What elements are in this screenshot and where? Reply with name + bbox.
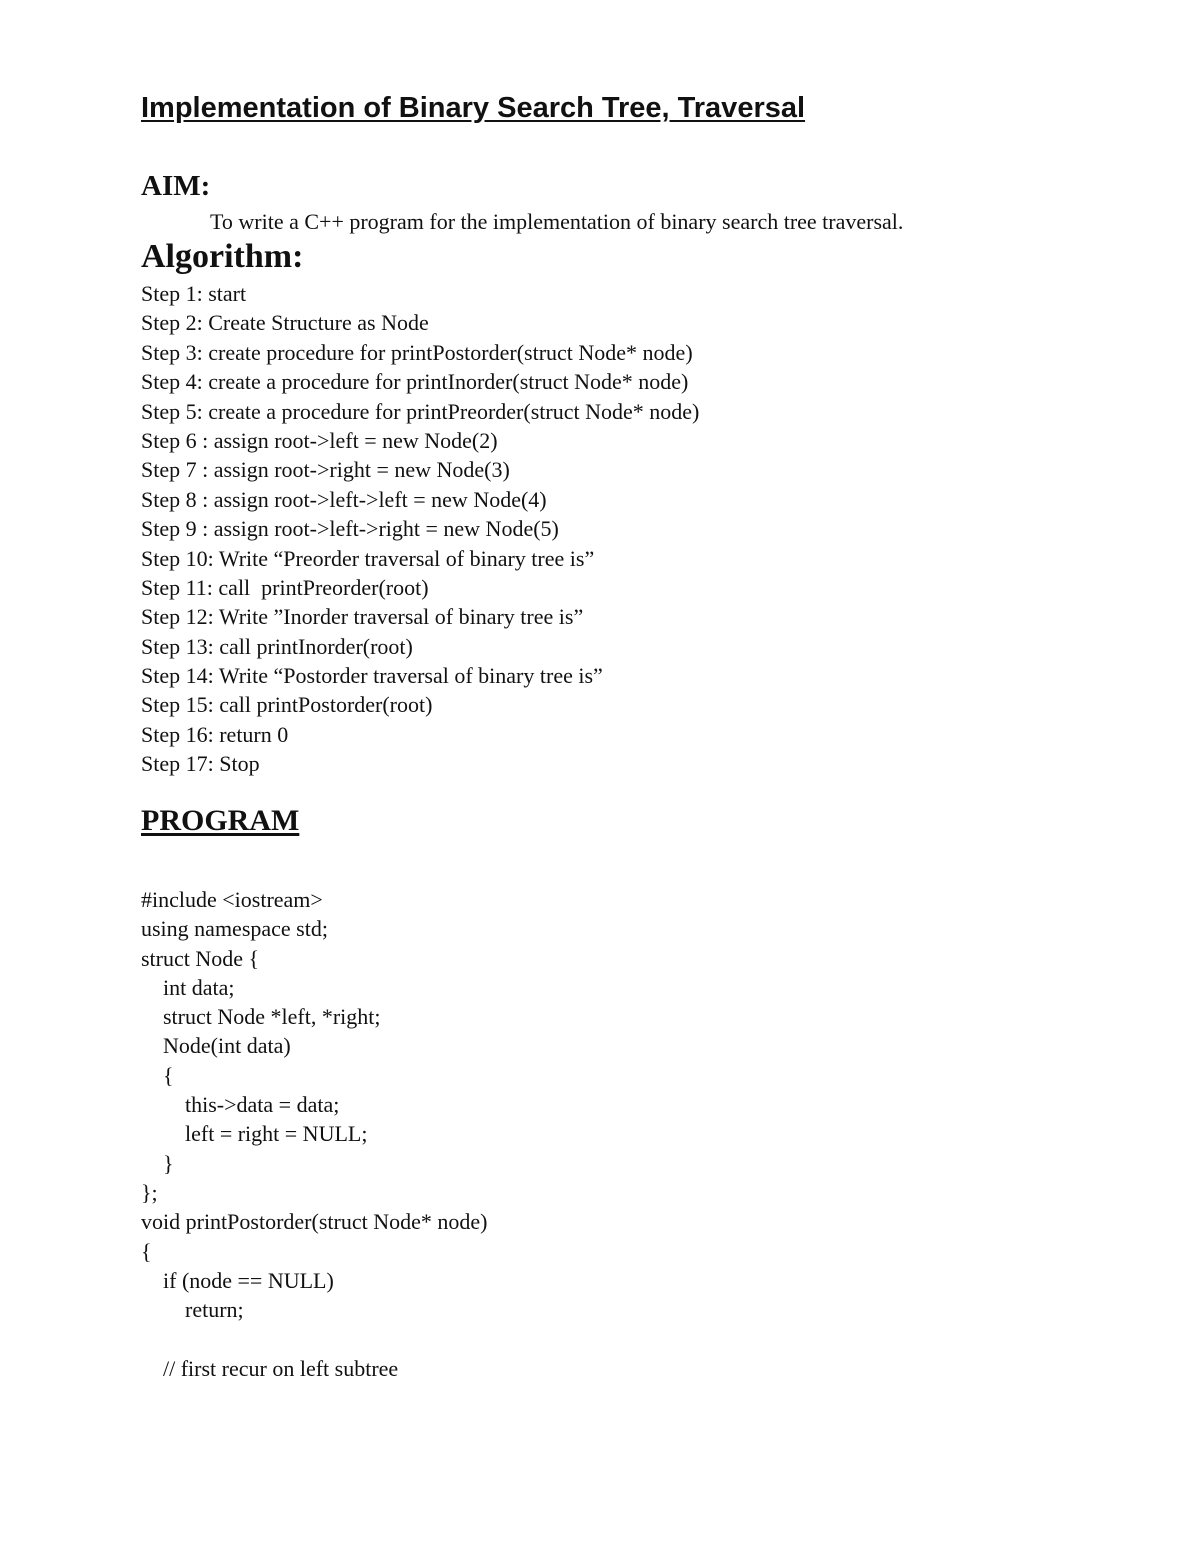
algorithm-step: Step 1: start bbox=[141, 281, 247, 306]
document-title: Implementation of Binary Search Tree, Traversal bbox=[141, 92, 806, 124]
code-line: }; bbox=[141, 1179, 158, 1205]
code-line: using namespace std; bbox=[141, 916, 328, 942]
code-line: return; bbox=[141, 1297, 244, 1323]
code-line: struct Node { bbox=[141, 945, 260, 971]
code-line: // first recur on left subtree bbox=[141, 1355, 399, 1381]
algorithm-step: Step 4: create a procedure for printInorder(struct Node* node) bbox=[141, 369, 689, 395]
algorithm-step: Step 15: call printPostorder(root) bbox=[141, 692, 433, 718]
algorithm-step: Step 11: call printPreorder(root) bbox=[141, 574, 429, 600]
algorithm-step: Step 17: Stop bbox=[141, 751, 260, 777]
algorithm-step: Step 16: return 0 bbox=[141, 721, 289, 747]
algorithm-step: Step 13: call printInorder(root) bbox=[141, 633, 413, 659]
algorithm-step: Step 12: Write ”Inorder traversal of binary tree is” bbox=[141, 604, 584, 630]
code-line: int data; bbox=[141, 974, 235, 1000]
program-code bbox=[141, 885, 487, 1383]
algorithm-step: Step 9 : assign root->left->right = new Node(5) bbox=[141, 516, 559, 542]
algorithm-step: Step 2: Create Structure as Node bbox=[141, 310, 429, 336]
code-line: if (node == NULL) bbox=[141, 1267, 334, 1293]
algorithm-heading: Algorithm: bbox=[141, 238, 304, 275]
program-heading: PROGRAM bbox=[141, 804, 300, 837]
code-line: Node(int data) bbox=[141, 1033, 291, 1059]
code-line: } bbox=[141, 1150, 174, 1176]
code-line: struct Node *left, *right; bbox=[141, 1004, 381, 1030]
algorithm-step: Step 5: create a procedure for printPreorder(struct Node* node) bbox=[141, 398, 700, 424]
code-line bbox=[141, 1324, 487, 1353]
code-line: left = right = NULL; bbox=[141, 1121, 368, 1147]
code-line: { bbox=[141, 1238, 152, 1264]
algorithm-step: Step 8 : assign root->left->left = new Node(4) bbox=[141, 486, 547, 512]
algorithm-step: Step 10: Write “Preorder traversal of binary tree is” bbox=[141, 545, 595, 571]
aim-heading: AIM: bbox=[141, 170, 211, 202]
algorithm-step: Step 6 : assign root->left = new Node(2) bbox=[141, 427, 498, 453]
algorithm-step: Step 7 : assign root->right = new Node(3) bbox=[141, 457, 510, 483]
code-line: { bbox=[141, 1062, 174, 1088]
algorithm-step: Step 3: create procedure for printPostorder(struct Node* node) bbox=[141, 339, 693, 365]
algorithm-step: Step 14: Write “Postorder traversal of binary tree is” bbox=[141, 663, 603, 689]
aim-text: To write a C++ program for the implementation of binary search tree traversal. bbox=[210, 209, 904, 234]
algorithm-steps bbox=[141, 279, 699, 779]
code-line: this->data = data; bbox=[141, 1092, 340, 1118]
code-line: #include <iostream> bbox=[141, 887, 323, 912]
code-line: void printPostorder(struct Node* node) bbox=[141, 1209, 488, 1235]
